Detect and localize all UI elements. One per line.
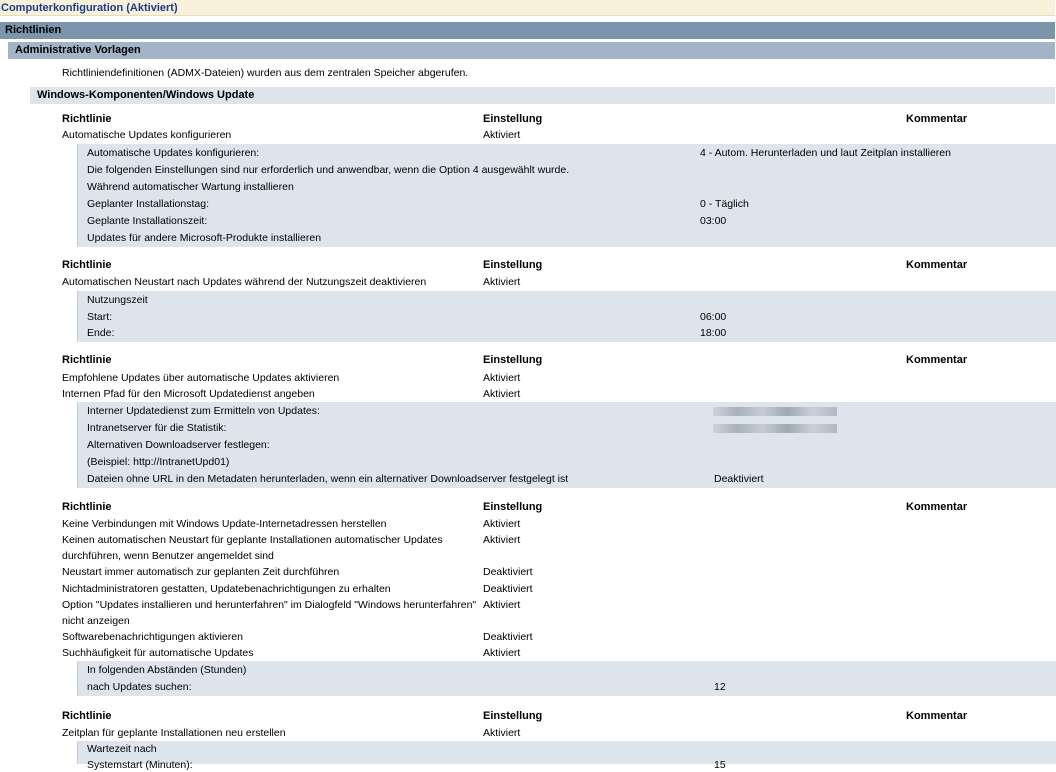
policy-name: Option "Updates installieren und herunterfahren" im Dialogfeld "Windows herunterfahren": [62, 599, 477, 611]
policy-value: Aktiviert: [483, 647, 521, 659]
policy-value: Aktiviert: [483, 372, 521, 384]
admx-source-note: Richtliniendefinitionen (ADMX-Dateien) wurden aus dem zentralen Speicher abgerufen.: [62, 67, 469, 79]
policy-name: Automatischen Neustart nach Updates während der Nutzungszeit deaktivieren: [62, 276, 427, 288]
policies-header[interactable]: Richtlinien: [0, 22, 1055, 39]
col-policy: Richtlinie: [62, 113, 112, 125]
computer-config-header[interactable]: Computerkonfiguration (Aktiviert): [0, 0, 1055, 16]
policy-value: Aktiviert: [483, 388, 521, 400]
detail-value: 06:00: [700, 311, 727, 323]
detail-label: Geplanter Installationstag:: [87, 198, 209, 210]
policy-name: Neustart immer automatisch zur geplanten Zeit durchführen: [62, 566, 340, 578]
col-policy: Richtlinie: [62, 501, 112, 513]
detail-label: Systemstart (Minuten):: [87, 759, 193, 771]
policy-name: durchführen, wenn Benutzer angemeldet sind: [62, 550, 274, 562]
detail-label: Wartezeit nach: [87, 743, 157, 755]
col-setting: Einstellung: [483, 501, 543, 513]
policy-name: Nichtadministratoren gestatten, Updatebenachrichtigungen zu erhalten: [62, 583, 391, 595]
col-policy: Richtlinie: [62, 710, 112, 722]
detail-label: Automatische Updates konfigurieren:: [87, 147, 260, 159]
detail-label: Ende:: [87, 327, 115, 339]
col-comment: Kommentar: [906, 501, 968, 513]
policy-value: Deaktiviert: [483, 566, 533, 578]
detail-value: Deaktiviert: [714, 473, 764, 485]
policy-details: [77, 741, 1056, 771]
policy-name: nicht anzeigen: [62, 615, 130, 627]
detail-label: Intranetserver für die Statistik:: [87, 422, 227, 434]
policy-value: Aktiviert: [483, 276, 521, 288]
col-policy: Richtlinie: [62, 259, 112, 271]
policy-name: Zeitplan für geplante Installationen neu erstellen: [62, 727, 286, 739]
detail-label: Updates für andere Microsoft-Produkte installieren: [87, 232, 322, 244]
col-setting: Einstellung: [483, 113, 543, 125]
detail-label: In folgenden Abständen (Stunden): [87, 664, 247, 676]
col-policy: Richtlinie: [62, 354, 112, 366]
policy-details: [77, 144, 1056, 247]
col-comment: Kommentar: [906, 259, 968, 271]
col-comment: Kommentar: [906, 710, 968, 722]
detail-value: 03:00: [700, 215, 727, 227]
detail-label: Dateien ohne URL in den Metadaten herunterladen, wenn ein alternativer Downloadserver festgelegt ist: [87, 473, 569, 485]
col-setting: Einstellung: [483, 259, 543, 271]
policy-name: Keine Verbindungen mit Windows Update-Internetadressen herstellen: [62, 518, 387, 530]
detail-label: Alternativen Downloadserver festlegen:: [87, 439, 270, 451]
policy-value: Deaktiviert: [483, 583, 533, 595]
detail-label: Geplante Installationszeit:: [87, 215, 208, 227]
admin-templates-header[interactable]: Administrative Vorlagen: [8, 42, 1055, 59]
policy-details: [77, 661, 1056, 696]
policy-name: Internen Pfad für den Microsoft Updatedienst angeben: [62, 388, 315, 400]
detail-value: 15: [714, 759, 726, 771]
policy-value: Deaktiviert: [483, 631, 533, 643]
policy-name: Keinen automatischen Neustart für geplante Installationen automatischer Updates: [62, 534, 443, 546]
policy-value: Aktiviert: [483, 727, 521, 739]
policy-details: [77, 291, 1056, 342]
policy-value: Aktiviert: [483, 534, 521, 546]
redacted-statistics-url: [713, 424, 837, 433]
detail-value: 18:00: [700, 327, 727, 339]
policy-name: Automatische Updates konfigurieren: [62, 129, 232, 141]
detail-value: 12: [714, 681, 726, 693]
detail-label: nach Updates suchen:: [87, 681, 192, 693]
detail-label: Die folgenden Einstellungen sind nur erforderlich und anwendbar, wenn die Option 4 ausgewählt wurde.: [87, 164, 570, 176]
col-comment: Kommentar: [906, 354, 968, 366]
detail-value: 4 - Autom. Herunterladen und laut Zeitplan installieren: [700, 147, 951, 159]
detail-label: Interner Updatedienst zum Ermitteln von Updates:: [87, 405, 320, 417]
policy-name: Empfohlene Updates über automatische Updates aktivieren: [62, 372, 340, 384]
policy-name: Suchhäufigkeit für automatische Updates: [62, 647, 254, 659]
detail-label: (Beispiel: http://IntranetUpd01): [87, 456, 230, 468]
col-comment: Kommentar: [906, 113, 968, 125]
redacted-server-url: [713, 407, 837, 416]
col-setting: Einstellung: [483, 354, 543, 366]
policy-value: Aktiviert: [483, 129, 521, 141]
detail-label: Nutzungszeit: [87, 294, 148, 306]
policy-details: [77, 402, 1056, 488]
detail-label: Start:: [87, 311, 113, 323]
policy-value: Aktiviert: [483, 599, 521, 611]
policy-name: Softwarebenachrichtigungen aktivieren: [62, 631, 243, 643]
col-setting: Einstellung: [483, 710, 543, 722]
detail-value: 0 - Täglich: [700, 198, 749, 210]
windows-update-header[interactable]: Windows-Komponenten/Windows Update: [30, 87, 1055, 104]
policy-value: Aktiviert: [483, 518, 521, 530]
detail-label: Während automatischer Wartung installieren: [87, 181, 294, 193]
